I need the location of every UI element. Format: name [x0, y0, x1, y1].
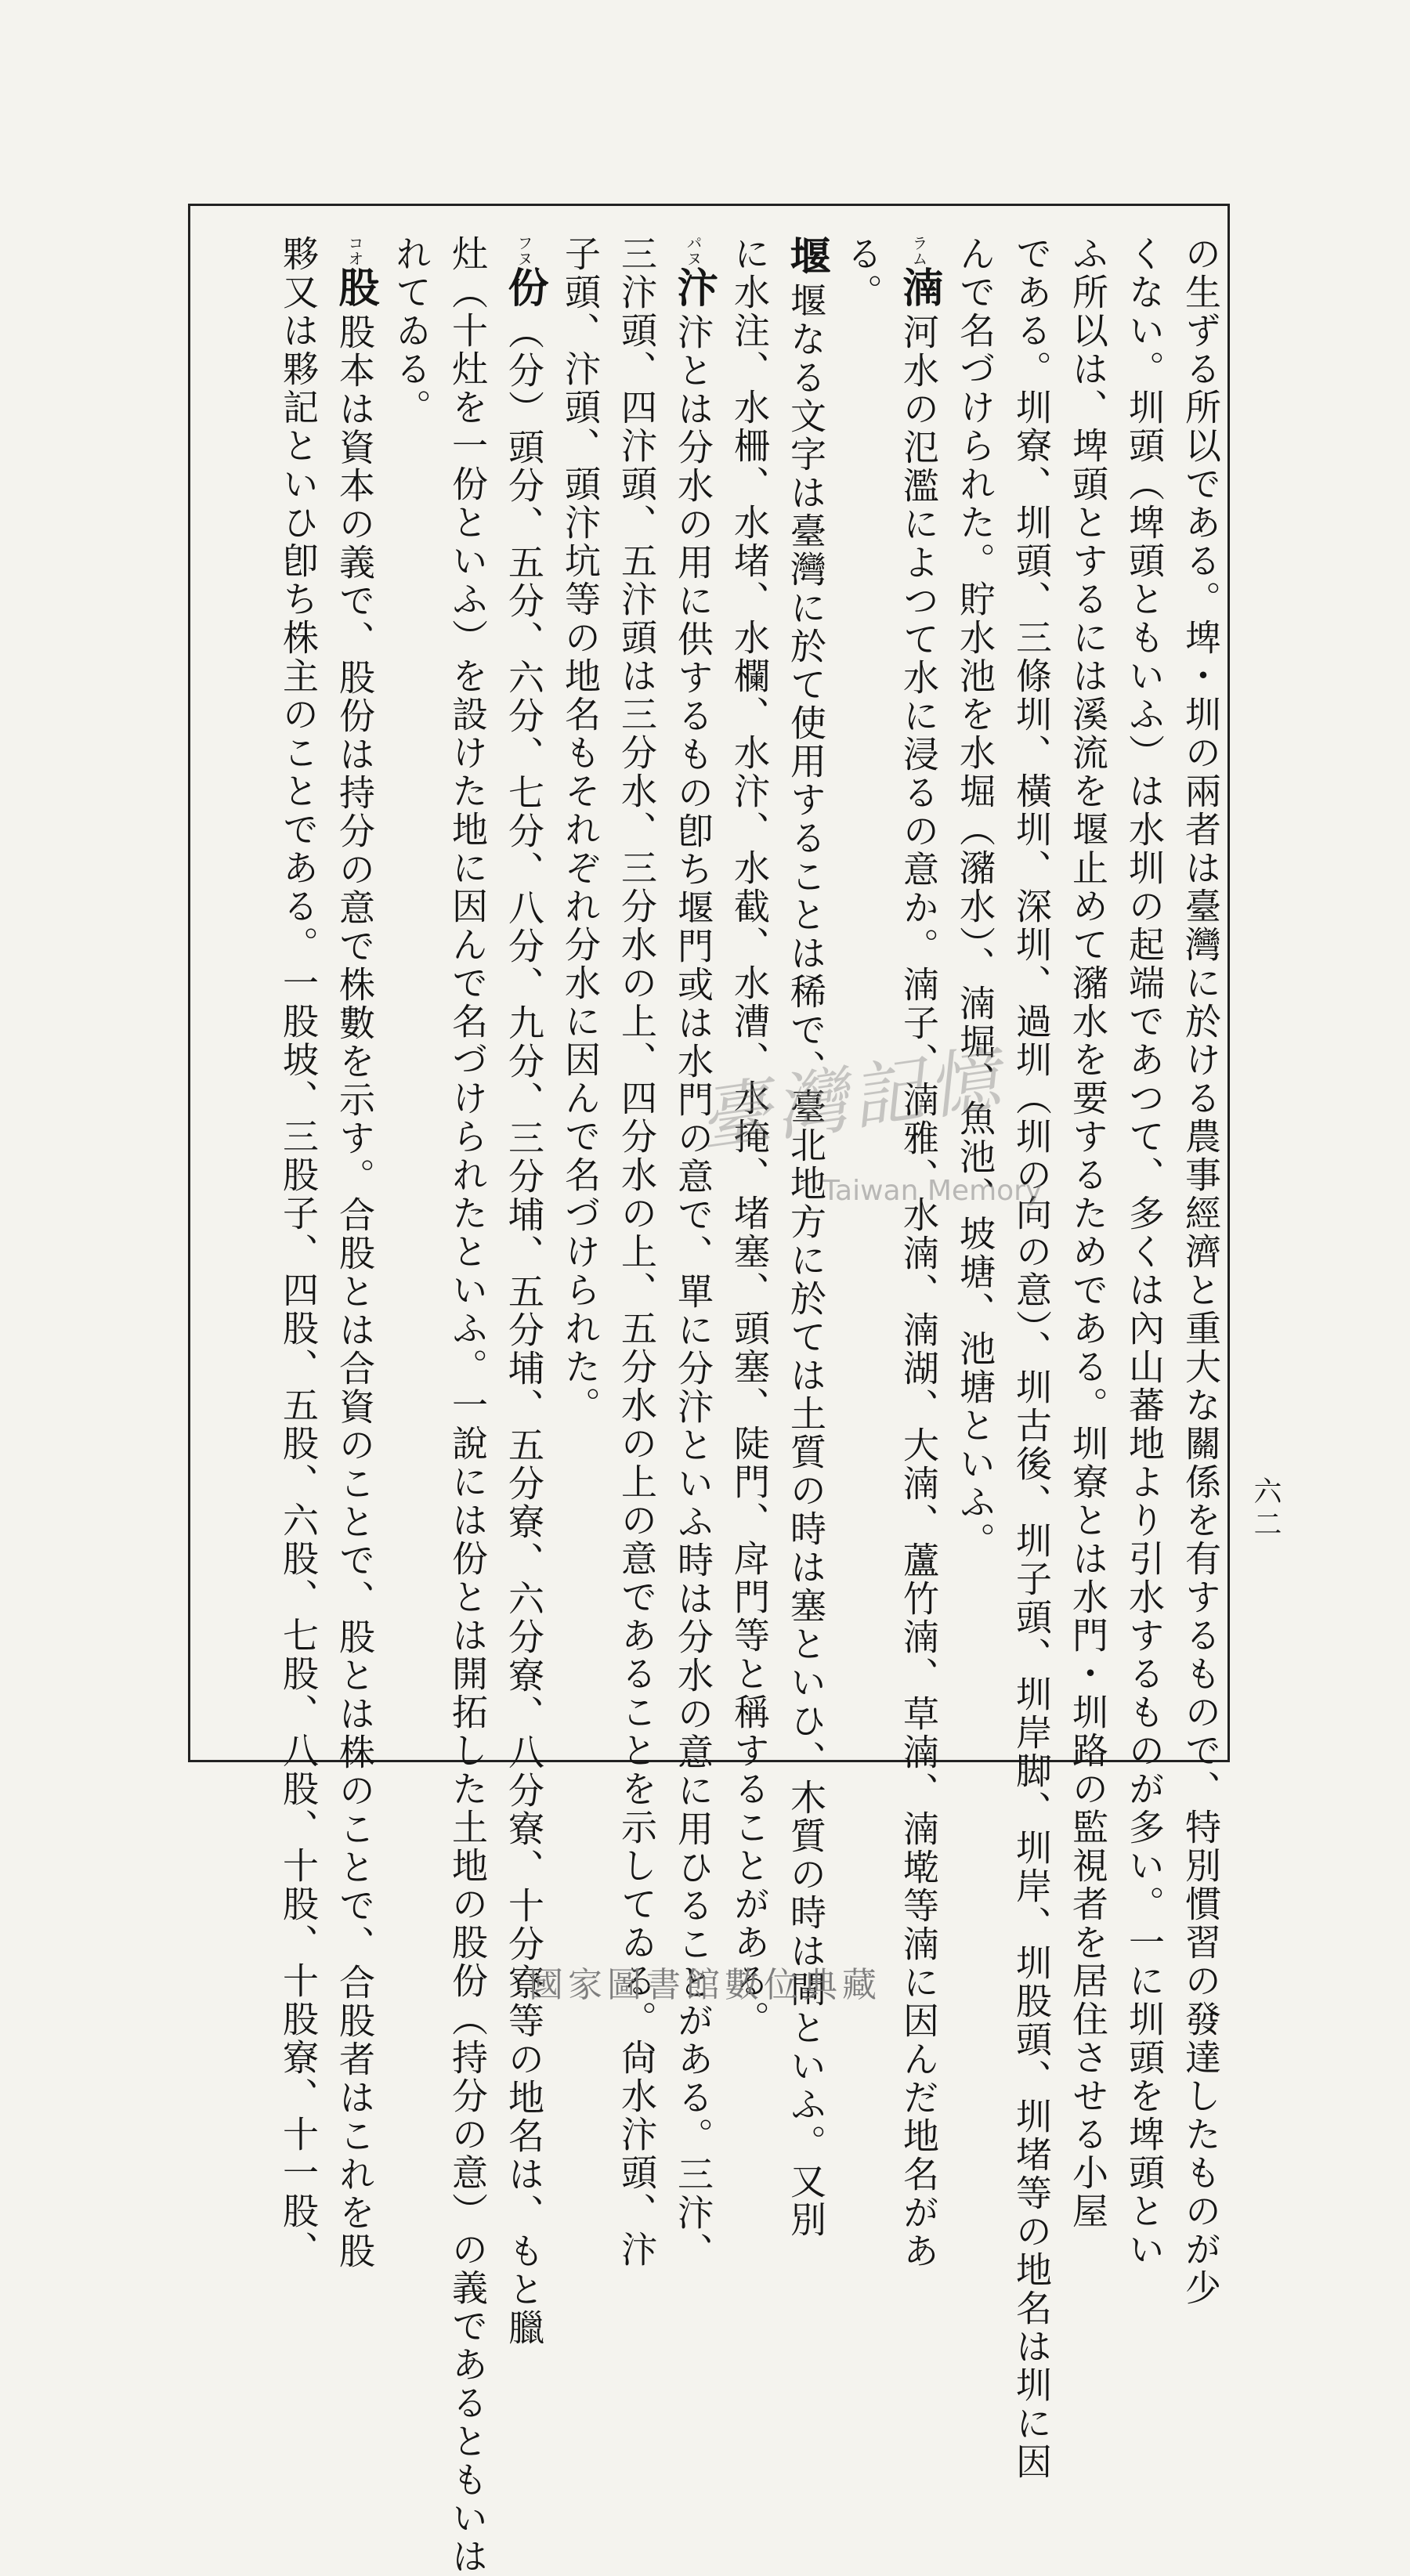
text-column: 三汴頭、四汴頭、五汴頭は三分水、三分水の上、四分水の上、五分水の上の意であることを示してゐる。尙水汴頭、汴 — [616, 235, 658, 2269]
text-column: に水注、水柵、水堵、水欄、水汴、水截、水漕、水掩、堵塞、頭塞、陡門、戽門等と稱することがある。 — [728, 235, 771, 2039]
page-number: 六二 — [1249, 1476, 1282, 1542]
text-column: ふ所以は、埤頭とするには溪流を堰止めて瀦水を要するためである。圳寮とは水門・圳路の監視者を居住させる小屋 — [1067, 235, 1109, 2231]
ruby-reading: パヌ — [684, 235, 703, 266]
text-column: んで名づけられた。貯水池を水堀（瀦水）、湳堀、魚池、坡塘、池塘といふ。 — [954, 235, 996, 1560]
text-column: くない。圳頭（埤頭ともいふ）は水圳の起端であつて、多くは內山蕃地より引水するものが多い。一に圳頭を埤頭とい — [1123, 235, 1166, 2269]
text-column: る。 — [841, 235, 884, 312]
section-heading-fun: 份 — [501, 266, 548, 313]
section-fun-column: $^{フヌ}$份（分）頭分、五分、六分、七分、八分、九分、三分埔、五分埔、五分寮、六分寮、八分寮、十分寮等の地名は、もと臘 — [501, 235, 548, 2347]
text-column: 夥又は夥記といひ卽ち株主のことである。一股坡、三股子、四股、五股、六股、七股、八股、十股、十股寮、十一股、 — [277, 235, 320, 2269]
section-pan-column: $^{パヌ}$汴汴とは分水の用に供するもの卽ち堰門或は水門の意で、單に分汴といふ時は分水の意に用ひることがある。三汴、 — [670, 235, 718, 2271]
text-column: である。圳寮、圳頭、三條圳、橫圳、深圳、過圳（圳の向の意）、圳古後、圳子頭、圳岸脚、圳岸、圳股頭、圳堵等の地名は圳に因 — [1010, 235, 1053, 2481]
section-koo-column: $^{コオ}$股股本は資本の義で、股份は持分の意で株數を示す。合股とは合資のことで、股とは株のことで、合股者はこれを股 — [331, 235, 379, 2271]
section-heading-weir: 堰 — [783, 235, 830, 282]
section-heading-koo: 股 — [331, 266, 379, 313]
ruby-reading: コオ — [345, 235, 364, 266]
text-column: の生ずる所以である。埤・圳の兩者は臺灣に於ける農事經濟と重大な關係を有するもので、特別慣習の發達したものが少 — [1180, 235, 1222, 2307]
ruby-reading: ラム — [909, 235, 928, 266]
section-weir-column: 堰堰なる文字は臺灣に於て使用することは稀で、臺北地方に於ては土質の時は塞といひ、木質の時は閘といふ。又別 — [783, 235, 830, 2239]
footer-library-credit: 國家圖書館數位典藏 — [529, 1965, 881, 2005]
text-column: 子頭、汴頭、頭汴坑等の地名もそれぞれ分水に因んで名づけられた。 — [559, 235, 602, 1425]
section-lam-column: $^{ラム}$湳河水の氾濫によつて水に浸るの意か。湳子、湳雅、水湳、湳湖、大湳、蘆竹湳、草湳、湳墘等湳に因んだ地名があ — [895, 235, 943, 2271]
text-column: れてゐる。 — [390, 235, 432, 427]
section-heading-pan: 汴 — [670, 266, 718, 313]
watermark-english-text: Taiwan Memory — [822, 1175, 1043, 1207]
ruby-reading: フヌ — [515, 235, 533, 266]
watermark-logo-text: 臺灣記憶 — [693, 1036, 1010, 1162]
text-column: 灶（十灶を一份といふ）を設けた地に因んで名づけられたといふ。一說には份とは開拓した土地の股份（持分の意）の義であるともいは — [446, 235, 489, 2576]
section-heading-lam: 湳 — [895, 266, 943, 313]
